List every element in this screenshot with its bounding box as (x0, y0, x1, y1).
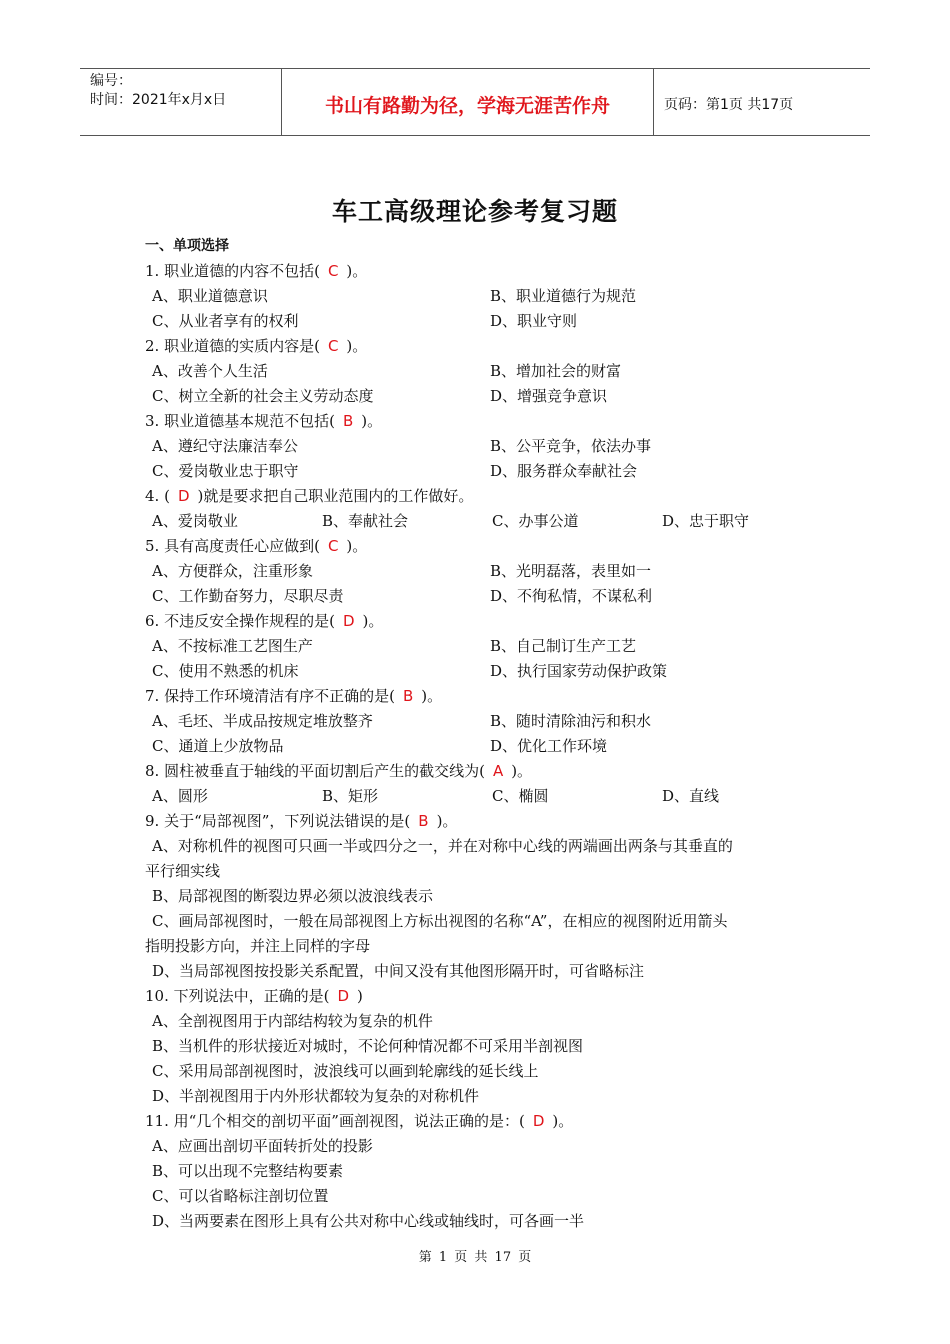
question-stem (145, 534, 825, 559)
answer-mark: D (337, 987, 350, 1005)
option-b: B、当机件的形状接近对城时，不论何种情况都不可采用半剖视图 (152, 1037, 584, 1055)
options (145, 509, 825, 534)
answer-mark: B (418, 812, 429, 830)
question-5 (145, 534, 825, 609)
time-label: 时间：2021年x月x日 (90, 92, 227, 108)
option-c: C、从业者享有的权利 (152, 312, 299, 330)
code-label: 编号： (90, 73, 132, 89)
stem-text-end: )。 (552, 1112, 574, 1130)
stem-text: 11. 用“几个相交的剖切平面”画剖视图，说法正确的是：( (145, 1112, 525, 1130)
question-stem (145, 1109, 825, 1134)
option-a: A、毛坯、半成品按规定堆放整齐 (152, 712, 373, 730)
option-b: B、随时清除油污和积水 (490, 712, 652, 730)
question-1 (145, 259, 825, 334)
page-footer: 第 1 页 共 17 页 (418, 1250, 532, 1265)
option-a: A、应画出剖切平面转折处的投影 (152, 1137, 373, 1155)
question-stem (145, 759, 825, 784)
stem-text: 4. ( (145, 487, 170, 505)
question-8 (145, 759, 825, 809)
stem-text: 2. 职业道德的实质内容是( (145, 337, 320, 355)
option-b: B、矩形 (322, 787, 379, 805)
page-header (80, 68, 870, 136)
answer-mark: C (327, 337, 339, 355)
option-c: C、工作勤奋努力，尽职尽责 (152, 587, 344, 605)
option-c (145, 909, 825, 959)
option-d: D、服务群众奉献社会 (490, 462, 638, 480)
option-a: A、方便群众，注重形象 (152, 562, 313, 580)
question-stem (145, 609, 825, 634)
options (145, 709, 825, 759)
options (145, 784, 825, 809)
option-d: D、忠于职守 (662, 512, 750, 530)
question-10 (145, 984, 825, 1109)
option-a: A、全剖视图用于内部结构较为复杂的机件 (152, 1012, 433, 1030)
question-stem (145, 334, 825, 359)
stem-text: 5. 具有高度责任心应做到( (145, 537, 320, 555)
stem-text: 3. 职业道德基本规范不包括( (145, 412, 335, 430)
options (145, 634, 825, 684)
stem-text: 1. 职业道德的内容不包括( (145, 262, 320, 280)
stem-text-end: )。 (361, 412, 383, 430)
option-a: A、圆形 (152, 787, 208, 805)
option-b: B、公平竞争，依法办事 (490, 437, 652, 455)
options (145, 359, 825, 409)
document-title: 车工高级理论参考复习题 (331, 197, 618, 226)
answer-mark: A (492, 762, 504, 780)
options (145, 1134, 825, 1234)
option-text: B、局部视图的断裂边界必须以波浪线表示 (152, 887, 434, 905)
option-a: A、不按标准工艺图生产 (152, 637, 313, 655)
options (145, 559, 825, 609)
question-stem (145, 684, 825, 709)
answer-mark: D (342, 612, 355, 630)
option-a: A、爱岗敬业 (152, 512, 238, 530)
stem-text-end: )。 (362, 612, 384, 630)
option-c: C、办事公道 (492, 512, 579, 530)
question-11 (145, 1109, 825, 1234)
option-c: C、可以省略标注剖切位置 (152, 1187, 329, 1205)
option-d: D、当两要素在图形上具有公共对称中心线或轴线时，可各画一半 (152, 1212, 585, 1230)
option-a: A、改善个人生活 (152, 362, 268, 380)
option-text: C、画局部视图时，一般在局部视图上方标出视图的名称“A”，在相应的视图附近用箭头 (152, 912, 728, 930)
answer-mark: C (327, 262, 339, 280)
question-list (145, 234, 825, 1234)
option-b: B、职业道德行为规范 (490, 287, 637, 305)
option-d: D、优化工作环境 (490, 737, 608, 755)
answer-mark: D (532, 1112, 545, 1130)
option-text: D、当局部视图按投影关系配置，中间又没有其他图形隔开时，可省略标注 (152, 962, 645, 980)
option-a: A、职业道德意识 (152, 287, 268, 305)
question-6 (145, 609, 825, 684)
option-b: B、增加社会的财富 (490, 362, 622, 380)
stem-text-end: ) (357, 987, 363, 1005)
option-b: B、奉献社会 (322, 512, 409, 530)
question-9 (145, 809, 825, 984)
option-c: C、椭圆 (492, 787, 549, 805)
option-c: C、采用局部剖视图时，波浪线可以画到轮廓线的延长线上 (152, 1062, 539, 1080)
question-2 (145, 334, 825, 409)
question-stem (145, 484, 825, 509)
options (145, 284, 825, 334)
stem-text: 7. 保持工作环境清洁有序不正确的是( (145, 687, 395, 705)
option-a: A、遵纪守法廉洁奉公 (152, 437, 298, 455)
options (145, 834, 825, 984)
option-c: C、使用不熟悉的机床 (152, 662, 299, 680)
option-b: B、自己制订生产工艺 (490, 637, 637, 655)
options (145, 1009, 825, 1109)
header-meta (80, 69, 282, 135)
question-stem (145, 409, 825, 434)
option-text: A、对称机件的视图可只画一半或四分之一，并在对称中心线的两端画出两条与其垂直的 (152, 837, 733, 855)
option-d: D、直线 (662, 787, 720, 805)
answer-mark: B (402, 687, 414, 705)
option-d (152, 959, 825, 984)
option-text-cont: 平行细实线 (145, 862, 221, 880)
option-c: C、通道上少放物品 (152, 737, 284, 755)
option-d: D、半剖视图用于内外形状都较为复杂的对称机件 (152, 1087, 480, 1105)
question-stem (145, 259, 825, 284)
question-stem (145, 984, 825, 1009)
stem-text-end: )。 (346, 262, 368, 280)
question-3 (145, 409, 825, 484)
option-c: C、树立全新的社会主义劳动态度 (152, 387, 374, 405)
header-motto: 书山有路勤为径，学海无涯苦作舟 (282, 69, 654, 135)
option-d: D、不徇私情，不谋私利 (490, 587, 653, 605)
stem-text-end: )就是要求把自己职业范围内的工作做好。 (197, 487, 474, 505)
question-4 (145, 484, 825, 534)
stem-text-end: )。 (511, 762, 533, 780)
option-b: B、可以出现不完整结构要素 (152, 1162, 344, 1180)
stem-text-end: )。 (346, 537, 368, 555)
option-d: D、增强竞争意识 (490, 387, 608, 405)
section-heading: 一、单项选择 (145, 238, 229, 254)
stem-text: 9. 关于“局部视图”，下列说法错误的是( (145, 812, 411, 830)
stem-text: 8. 圆柱被垂直于轴线的平面切割后产生的截交线为( (145, 762, 485, 780)
option-b: B、光明磊落，表里如一 (490, 562, 652, 580)
option-text-cont: 指明投影方向，并注上同样的字母 (145, 937, 371, 955)
option-d: D、执行国家劳动保护政策 (490, 662, 668, 680)
question-7 (145, 684, 825, 759)
option-d: D、职业守则 (490, 312, 578, 330)
stem-text-end: )。 (421, 687, 443, 705)
header-page-info: 页码：第1页 共17页 (664, 97, 794, 113)
stem-text-end: )。 (346, 337, 368, 355)
answer-mark: B (342, 412, 354, 430)
answer-mark: D (177, 487, 190, 505)
stem-text: 10. 下列说法中，正确的是( (145, 987, 330, 1005)
option-b (152, 884, 825, 909)
answer-mark: C (327, 537, 339, 555)
options (145, 434, 825, 484)
question-stem (145, 809, 825, 834)
option-c: C、爱岗敬业忠于职守 (152, 462, 299, 480)
stem-text-end: )。 (436, 812, 458, 830)
option-a (145, 834, 825, 884)
stem-text: 6. 不违反安全操作规程的是( (145, 612, 335, 630)
